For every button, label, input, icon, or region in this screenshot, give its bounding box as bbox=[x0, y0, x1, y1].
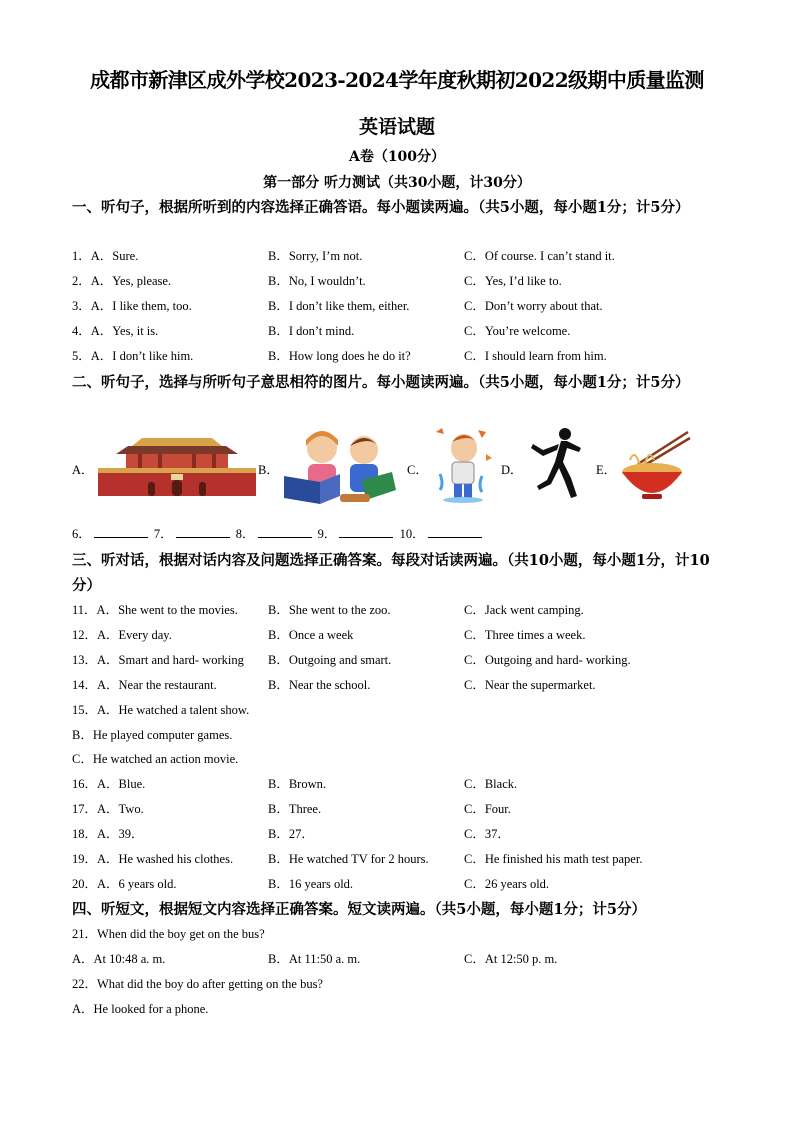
question-line: C．He watched an action movie. bbox=[72, 752, 239, 766]
option-b: B．At 11:50 a. m. bbox=[268, 952, 361, 966]
question-row bbox=[72, 823, 722, 845]
option-c: C．26 years old. bbox=[464, 877, 550, 891]
part-heading: 第一部分 听力测试（共30小题，计30分） bbox=[263, 175, 531, 191]
option-b: B．Sorry, I’m not. bbox=[268, 249, 363, 263]
option-b: B．Near the school. bbox=[268, 678, 371, 692]
option-a: 16．A．Blue. bbox=[72, 777, 146, 791]
option-b: B．Brown. bbox=[268, 777, 326, 791]
sick-boy-icon bbox=[430, 424, 496, 504]
answer-blank[interactable] bbox=[339, 525, 393, 538]
section-4-heading: 四、听短文，根据短文内容选择正确答案。短文读两遍。（共5小题，每小题1分；计5分） bbox=[72, 901, 647, 918]
option-c: C．Jack went camping. bbox=[464, 603, 584, 617]
noodles-icon bbox=[618, 424, 692, 504]
option-c: C．Near the supermarket. bbox=[464, 678, 596, 692]
question-row bbox=[72, 948, 722, 970]
picture-label-e: E． bbox=[596, 463, 617, 477]
option-c: C．37． bbox=[464, 827, 510, 841]
option-c: C．Outgoing and hard- working. bbox=[464, 653, 631, 667]
blank-label: 7． bbox=[153, 527, 173, 541]
blank-label: 8． bbox=[235, 527, 255, 541]
option-b: B．She went to the zoo. bbox=[268, 603, 391, 617]
picture-label-d: D． bbox=[501, 463, 523, 477]
question-row bbox=[72, 649, 722, 671]
section-3-heading: 三、听对话，根据对话内容及问题选择正确答案。每段对话读两遍。（共10小题，每小题1分，计10分） bbox=[72, 552, 710, 594]
option-b: B．No, I wouldn’t. bbox=[268, 274, 366, 288]
option-a: 12．A．Every day. bbox=[72, 628, 172, 642]
question-row bbox=[72, 345, 722, 367]
children-reading-icon bbox=[280, 424, 402, 504]
option-b: B．I don’t like them, either. bbox=[268, 299, 410, 313]
tiananmen-icon bbox=[98, 424, 256, 504]
option-a: 1．A．Sure. bbox=[72, 249, 139, 263]
question-row bbox=[72, 245, 722, 267]
option-b: B．Once a week bbox=[268, 628, 354, 642]
option-b: B．He watched TV for 2 hours. bbox=[268, 852, 429, 866]
option-c: C．I should learn from him. bbox=[464, 349, 607, 363]
picture-label-a: A． bbox=[72, 463, 94, 477]
question-line: 21．When did the boy get on the bus? bbox=[72, 927, 265, 941]
option-b: B．Three. bbox=[268, 802, 322, 816]
exam-subtitle: 英语试题 bbox=[358, 116, 435, 138]
option-a: A．At 10:48 a. m. bbox=[72, 952, 166, 966]
question-line: A．He looked for a phone. bbox=[72, 1002, 209, 1016]
option-b: B．Outgoing and smart. bbox=[268, 653, 392, 667]
option-c: C．You’re welcome. bbox=[464, 324, 571, 338]
question-row bbox=[72, 295, 722, 317]
question-row bbox=[72, 624, 722, 646]
question-row bbox=[72, 270, 722, 292]
paper-label: A卷（100分） bbox=[348, 149, 446, 165]
blank-label: 9． bbox=[317, 527, 337, 541]
blank-label: 6． bbox=[72, 527, 91, 541]
answer-blanks bbox=[72, 524, 485, 542]
option-b: B．27． bbox=[268, 827, 314, 841]
question-line: 22．What did the boy do after getting on the bus? bbox=[72, 977, 323, 991]
option-a: 2．A．Yes, please. bbox=[72, 274, 172, 288]
option-a: 19．A．He washed his clothes. bbox=[72, 852, 234, 866]
option-a: 4．A．Yes, it is. bbox=[72, 324, 159, 338]
question-row bbox=[72, 599, 722, 621]
option-a: 20．A．6 years old. bbox=[72, 877, 177, 891]
option-c: C．Black. bbox=[464, 777, 518, 791]
option-c: C．Don’t worry about that. bbox=[464, 299, 603, 313]
option-b: B．How long does he do it? bbox=[268, 349, 411, 363]
question-row bbox=[72, 773, 722, 795]
option-a: 13．A．Smart and hard- working bbox=[72, 653, 244, 667]
question-row bbox=[72, 873, 722, 895]
option-c: C．Yes, I’d like to. bbox=[464, 274, 562, 288]
runner-icon bbox=[525, 424, 585, 504]
option-c: C．Four. bbox=[464, 802, 511, 816]
option-c: C．Of course. I can’t stand it. bbox=[464, 249, 615, 263]
question-row bbox=[72, 798, 722, 820]
answer-blank[interactable] bbox=[176, 525, 230, 538]
option-c: C．Three times a week. bbox=[464, 628, 586, 642]
option-a: 17．A．Two. bbox=[72, 802, 144, 816]
section-2-heading: 二、听句子，选择与所听句子意思相符的图片。每小题读两遍。（共5小题，每小题1分；计5分） bbox=[72, 374, 690, 391]
option-a: 14．A．Near the restaurant. bbox=[72, 678, 217, 692]
exam-title: 成都市新津区成外学校2023-2024学年度秋期初2022级期中质量监测 bbox=[90, 68, 704, 92]
blank-label: 10． bbox=[399, 527, 425, 541]
answer-blank[interactable] bbox=[258, 525, 312, 538]
question-row bbox=[72, 674, 722, 696]
question-row bbox=[72, 320, 722, 342]
question-line: B．He played computer games. bbox=[72, 728, 233, 742]
option-a: 3．A．I like them, too. bbox=[72, 299, 192, 313]
question-row bbox=[72, 848, 722, 870]
section-1-heading: 一、听句子，根据所听到的内容选择正确答语。每小题读两遍。（共5小题，每小题1分；计5分） bbox=[72, 199, 690, 216]
answer-blank[interactable] bbox=[94, 525, 148, 538]
option-a: 18．A．39． bbox=[72, 827, 144, 841]
picture-label-c: C． bbox=[407, 463, 428, 477]
picture-label-b: B． bbox=[258, 463, 279, 477]
option-c: C．He finished his math test paper. bbox=[464, 852, 643, 866]
option-c: C．At 12:50 p. m. bbox=[464, 952, 558, 966]
option-a: 5．A．I don’t like him. bbox=[72, 349, 194, 363]
option-b: B．I don’t mind. bbox=[268, 324, 355, 338]
answer-blank[interactable] bbox=[428, 525, 482, 538]
question-line: 15．A．He watched a talent show. bbox=[72, 703, 250, 717]
option-a: 11．A．She went to the movies. bbox=[72, 603, 238, 617]
option-b: B．16 years old. bbox=[268, 877, 354, 891]
